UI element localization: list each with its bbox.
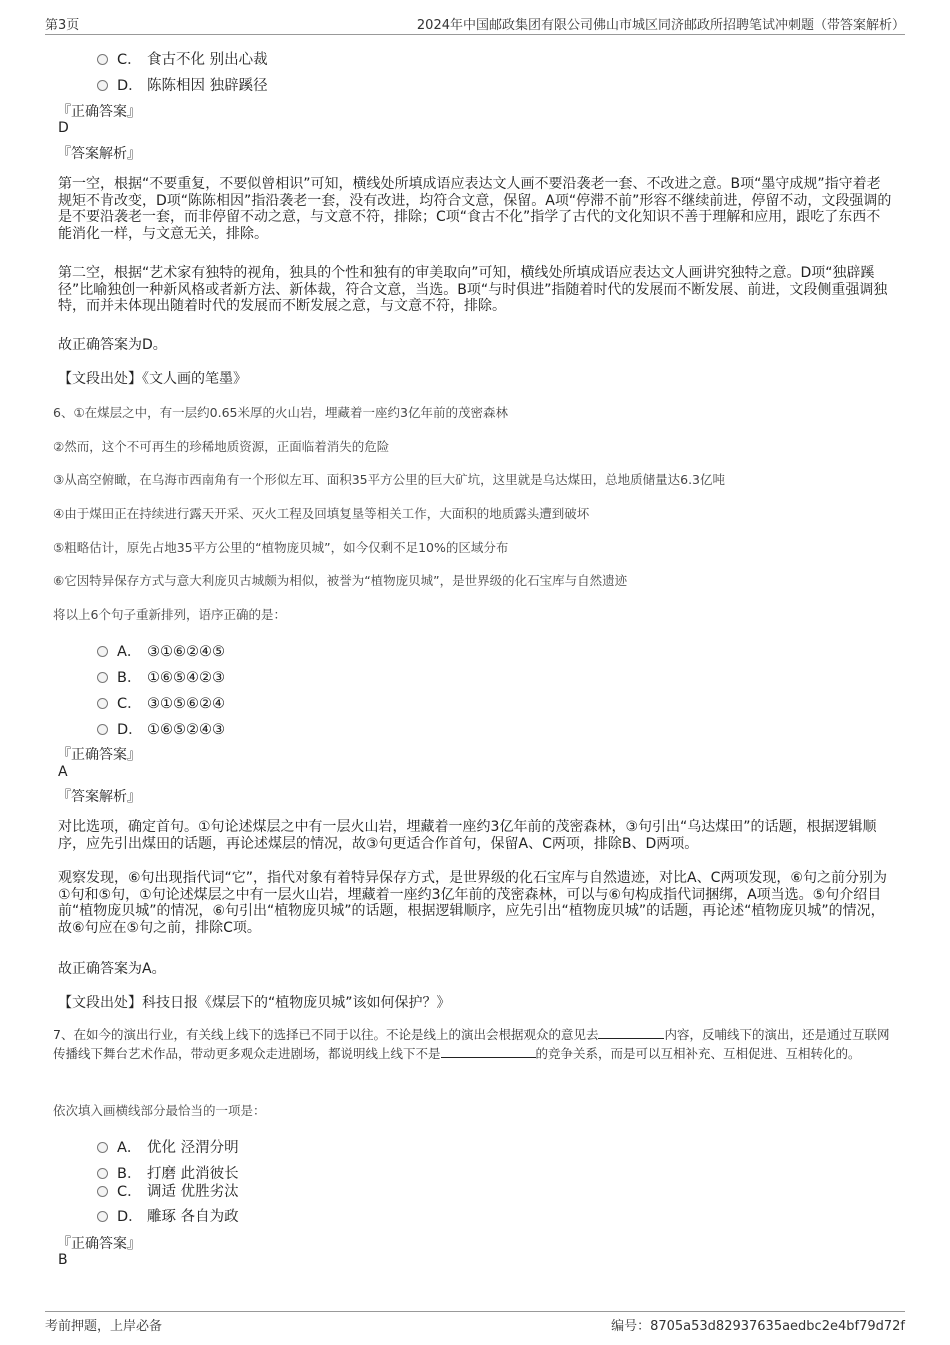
q6-answer: A [58,764,68,780]
q6-sentence-2: ②然而，这个不可再生的珍稀地质资源，正面临着消失的危险 [53,439,390,454]
q7-prompt: 依次填入画横线部分最恰当的一项是： [53,1103,266,1118]
q7-answer: B [58,1252,68,1268]
q6-analysis-heading: 『答案解析』 [57,789,141,805]
q7-option-b[interactable]: B． 打磨 此消彼长 [97,1162,239,1183]
q7-option-d[interactable]: D． 雕琢 各自为政 [97,1205,239,1226]
q6-stem: 将以上6个句子重新排列，语序正确的是： [53,607,286,622]
page-footer [45,1311,905,1336]
q6-sentence-5: ⑤粗略估计，原先占地35平方公里的“植物庞贝城”，如今仅剩不足10%的区域分布 [53,540,509,555]
q5-answer: D [58,120,69,136]
q6-option-d[interactable]: D． ①⑥⑤②④③ [97,718,225,739]
q6-option-b[interactable]: B． ①⑥⑤④②③ [97,666,225,687]
q6-option-c[interactable]: C． ③①⑤⑥②④ [97,692,225,713]
q6-sentence-3: ③从高空俯瞰，在乌海市西南角有一个形似左耳、面积35平方公里的巨大矿坑，这里就是乌达煤田，总地质储量达6.3亿吨 [53,472,725,487]
q5-option-d[interactable]: D． 陈陈相因 独辟蹊径 [97,74,268,95]
radio-icon[interactable] [97,672,108,683]
radio-icon[interactable] [97,646,108,657]
q6-sentence-6: ⑥它因特异保存方式与意大利庞贝古城颇为相似，被誉为“植物庞贝城”，是世界级的化石宝库与自然遗迹 [53,573,628,588]
radio-icon[interactable] [97,1186,108,1197]
radio-icon[interactable] [97,1168,108,1179]
q6-sentence-4: ④由于煤田正在持续进行露天开采、灭火工程及回填复垦等相关工作，大面积的地质露头遭到破坏 [53,506,590,521]
radio-icon[interactable] [97,1211,108,1222]
q5-analysis-para-1: 第一空，根据“不要重复，不要似曾相识”可知，横线处所填成语应表达文人画不要沿袭老一套、不改进之意。B项“墨守成规”指守着老规矩不肯改变，D项“陈陈相因”指沿袭老一套，没有改进，均符合文意，保留。A项“停滞不前”形容不继续前进，停留不动，文段强调的是不要沿袭老一套，而非停留不动之意，与文意不符，排除；C项“食古不化”指学了古代的文化知识不善于理解和应用，跟吃了东西不能消化一样，与文意无关，排除。 [58,176,892,242]
q7-answer-heading: 『正确答案』 [57,1236,141,1252]
q7-option-c[interactable]: C． 调适 优胜劣汰 [97,1180,239,1201]
q5-analysis-para-2: 第二空，根据“艺术家有独特的视角，独具的个性和独有的审美取向”可知，横线处所填成语应表达文人画讲究独特之意。D项“独辟蹊径”比喻独创一种新风格或者新方法、新体裁，符合文意，当选。B项“与时俱进”指随着时代的发展而不断发展、前进，文段侧重强调独特，而并未体现出随着时代的发展而不断发展之意，与文意不符，排除。 [58,265,888,314]
radio-icon[interactable] [97,80,108,91]
document-title: 2024年中国邮政集团有限公司佛山市城区同济邮政所招聘笔试冲刺题（带答案解析） [416,18,905,33]
q6-analysis-para-1: 对比选项，确定首句。①句论述煤层之中有一层火山岩，埋藏着一座约3亿年前的茂密森林，③句引出“乌达煤田”的话题，根据逻辑顺序，应先引出煤田的话题，再论述煤层的情况，故③句更适合作首句，保留A、C两项，排除B、D两项。 [58,819,877,852]
q7-blank-2 [441,1046,536,1058]
footer-slogan: 考前押题，上岸必备 [45,1319,163,1334]
page-number: 第3页 [45,18,80,33]
q5-source: 【文段出处】《文人画的笔墨》 [58,371,247,387]
q6-sentence-1: 6、①在煤层之中，有一层约0.65米厚的火山岩，埋藏着一座约3亿年前的茂密森林 [53,405,508,420]
q5-answer-heading: 『正确答案』 [57,104,141,120]
document-id: 编号：8705a53d82937635aedbc2e4bf79d72f [611,1319,905,1334]
q6-conclusion: 故正确答案为A。 [58,961,166,977]
q5-option-c[interactable]: C． 食古不化 别出心裁 [97,48,268,69]
radio-icon[interactable] [97,724,108,735]
radio-icon[interactable] [97,1142,108,1153]
q6-answer-heading: 『正确答案』 [57,747,141,763]
q6-option-a[interactable]: A． ③①⑥②④⑤ [97,640,225,661]
q5-conclusion: 故正确答案为D。 [58,337,167,353]
page-header [45,14,905,35]
q5-analysis-heading: 『答案解析』 [57,146,141,162]
q7-option-a[interactable]: A． 优化 泾渭分明 [97,1136,239,1157]
q7-stem: 7、在如今的演出行业，有关线上线下的选择已不同于以往。不论是线上的演出会根据观众的意见去 内容，反哺线下的演出，还是通过互联网传播线下舞台艺术作品，带动更多观众走进剧场，都说明线上线下不是 的竞争关系，而是可以互相补充、互相促进、互相转化的。 [53,1027,890,1061]
q7-blank-1 [598,1027,664,1039]
q6-source: 【文段出处】科技日报《煤层下的“植物庞贝城”该如何保护？》 [58,995,451,1011]
radio-icon[interactable] [97,54,108,65]
q6-analysis-para-2: 观察发现，⑥句出现指代词“它”，指代对象有着特异保存方式，是世界级的化石宝库与自然遗迹，对比A、C两项发现，⑥句之前分别为①句和⑤句，①句论述煤层之中有一层火山岩，埋藏着一座约3亿年前的茂密森林，可以与⑥句构成指代词捆绑，A项当选。⑤句介绍目前“植物庞贝城”的情况，⑥句引出“植物庞贝城”的话题，根据逻辑顺序，应先引出“植物庞贝城”的话题，再论述“植物庞贝城”的情况，故⑥句应在⑤句之前，排除C项。 [58,870,887,936]
radio-icon[interactable] [97,698,108,709]
